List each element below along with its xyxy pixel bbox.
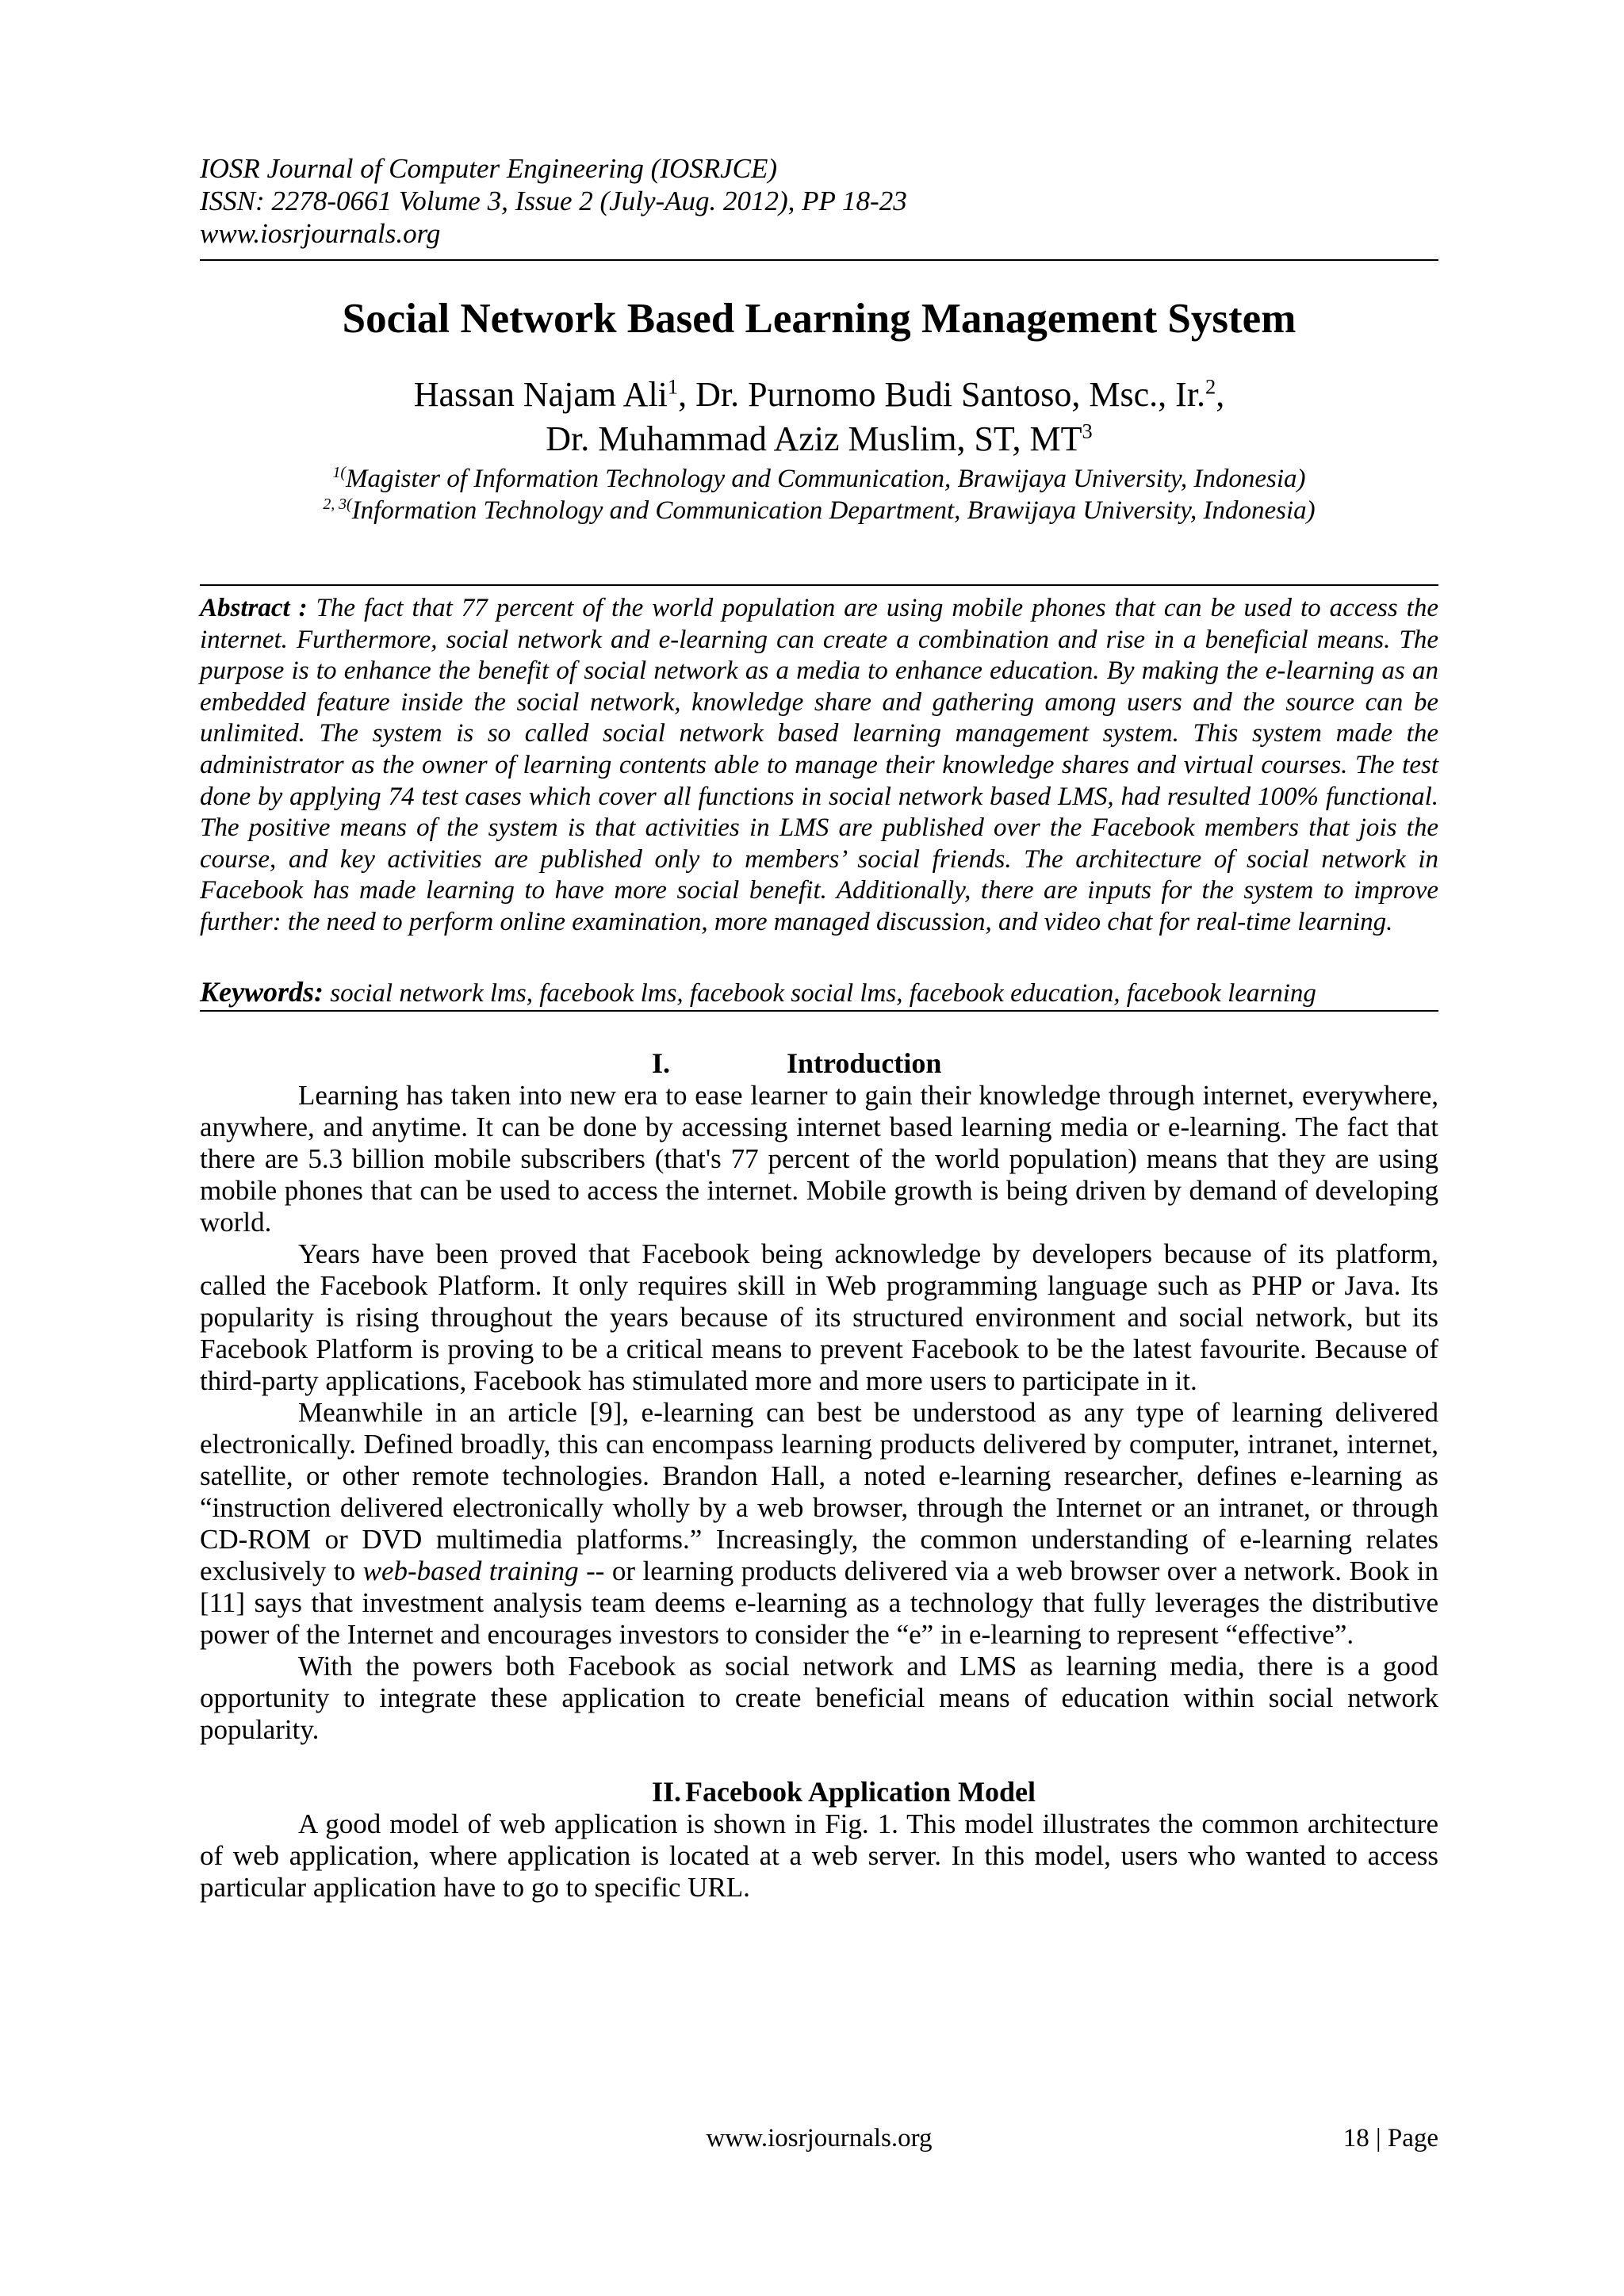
affiliation-list [200,463,1438,526]
keywords-label: Keywords: [200,976,324,1008]
abstract-block [200,593,1438,939]
affiliation-2 [200,495,1438,526]
keywords-text: social network lms, facebook lms, facebook social lms, facebook education, facebook learning [330,979,1316,1008]
journal-header [200,152,1438,250]
section-title: Facebook Application Model [685,1776,1036,1808]
page-number: 18 | Page [1342,2124,1438,2152]
author-superscript: 2 [1205,374,1216,399]
section-heading-facebook-application-model [200,1775,1438,1808]
affiliation-1 [200,463,1438,495]
section-number: I. [652,1047,671,1079]
introduction-body [200,1080,1438,1746]
footer-website: www.iosrjournals.org [706,2124,933,2152]
affiliation-text: Magister of Information Technology and Communication, Brawijaya University, Indonesia) [345,465,1306,493]
author-name: Hassan Najam Ali [413,375,668,414]
author-list [200,373,1438,461]
abstract-top-rule [200,584,1438,586]
header-rule [200,259,1438,261]
keywords-block [200,976,1438,1009]
author-line-1 [200,373,1438,417]
paragraph-text: -- or learning products delivered via a web browser over a network. Book in [11] says that investment analysis team deems e-learning as a technology that fully leverages the distributive power of the Internet and encourages investors to consider the “e” in e-learning to represent “effective”. [200,1556,1439,1650]
paragraph [200,1397,1438,1651]
section-heading-introduction [200,1047,1438,1080]
author-line-2 [200,417,1438,461]
paper-title: Social Network Based Learning Management System [342,296,1297,342]
affiliation-text: Information Technology and Communication Department, Brawijaya University, Indonesia) [351,496,1316,525]
paragraph: Years have been proved that Facebook being acknowledge by developers because of its platform, called the Facebook Platform. It only requires skill in Web programming language such as PHP or Java. Its popularity is rising throughout the years because of its structured environment and social network, but its Facebook Platform is proving to be a critical means to prevent Facebook to be the latest favourite. Because of third-party applications, Facebook has stimulated more and more users to participate in it. [200,1238,1438,1396]
paragraph: A good model of web application is shown in Fig. 1. This model illustrates the common architecture of web application, where application is located at a web server. In this model, users who wanted to access particular application have to go to specific URL. [200,1808,1438,1903]
paragraph-text: Meanwhile in an article [9], e-learning can best be understood as any type of learning delivered electronically. Defined broadly, this can encompass learning products delivered by computer, intranet, internet, satellite, or other remote technologies. Brandon Hall, a noted e-learning researcher, defines e-learning as “instruction delivered electronically wholly by a web browser, through the Internet or an intranet, or through CD-ROM or DVD multimedia platforms.” Increasingly, the common understanding of e-learning relates exclusively to [200,1397,1438,1586]
author-name: Dr. Muhammad Aziz Muslim, ST, MT [546,419,1082,458]
section-title: Introduction [787,1047,942,1079]
section-number: II. [652,1776,682,1808]
paragraph: With the powers both Facebook as social network and LMS as learning media, there is a good opportunity to integrate these application to create beneficial means of education within social network popularity. [200,1651,1438,1745]
journal-issn: ISSN: 2278-0661 Volume 3, Issue 2 (July-Aug. 2012), PP 18-23 [200,186,907,216]
author-name: , Dr. Purnomo Budi Santoso, Msc., Ir. [678,375,1206,414]
author-separator: , [1216,375,1225,414]
keywords-rule [200,1010,1438,1012]
journal-name: IOSR Journal of Computer Engineering (IOSRJCE) [200,153,778,184]
affiliation-marker: 2, 3( [323,496,352,513]
abstract-text: The fact that 77 percent of the world population are using mobile phones that can be used to access the internet. Furthermore, social network and e-learning can create a combination and rise in a beneficial means. The purpose is to enhance the benefit of social network as a media to enhance education. By making the e-learning as an embedded feature inside the social network, knowledge share and gathering among users and the source can be unlimited. The system is so called social network based learning management system. This system made the administrator as the owner of learning contents able to manage their knowledge shares and virtual courses. The test done by applying 74 test cases which cover all functions in social network based LMS, had resulted 100% functional. The positive means of the system is that activities in LMS are published over the Facebook members that jois the course, and key activities are published only to members’ social friends. The architecture of social network in Facebook has made learning to have more social benefit. Additionally, there are inputs for the system to improve further: the need to perform online examination, more managed discussion, and video chat for real-time learning. [200,594,1438,936]
author-superscript: 3 [1082,419,1093,443]
emphasis-text: web-based training [362,1556,579,1586]
facebook-model-body [200,1808,1438,1904]
journal-website: www.iosrjournals.org [200,218,441,249]
paragraph: Learning has taken into new era to ease learner to gain their knowledge through internet, everywhere, anywhere, and anytime. It can be done by accessing internet based learning media or e-learning. The fact that there are 5.3 billion mobile subscribers (that's 77 percent of the world population) means that they are using mobile phones that can be used to access the internet. Mobile growth is being driven by demand of developing world. [200,1080,1438,1238]
affiliation-marker: 1( [332,464,346,481]
page-footer [200,2122,1438,2154]
abstract-label: Abstract : [200,594,308,622]
author-superscript: 1 [667,374,679,399]
